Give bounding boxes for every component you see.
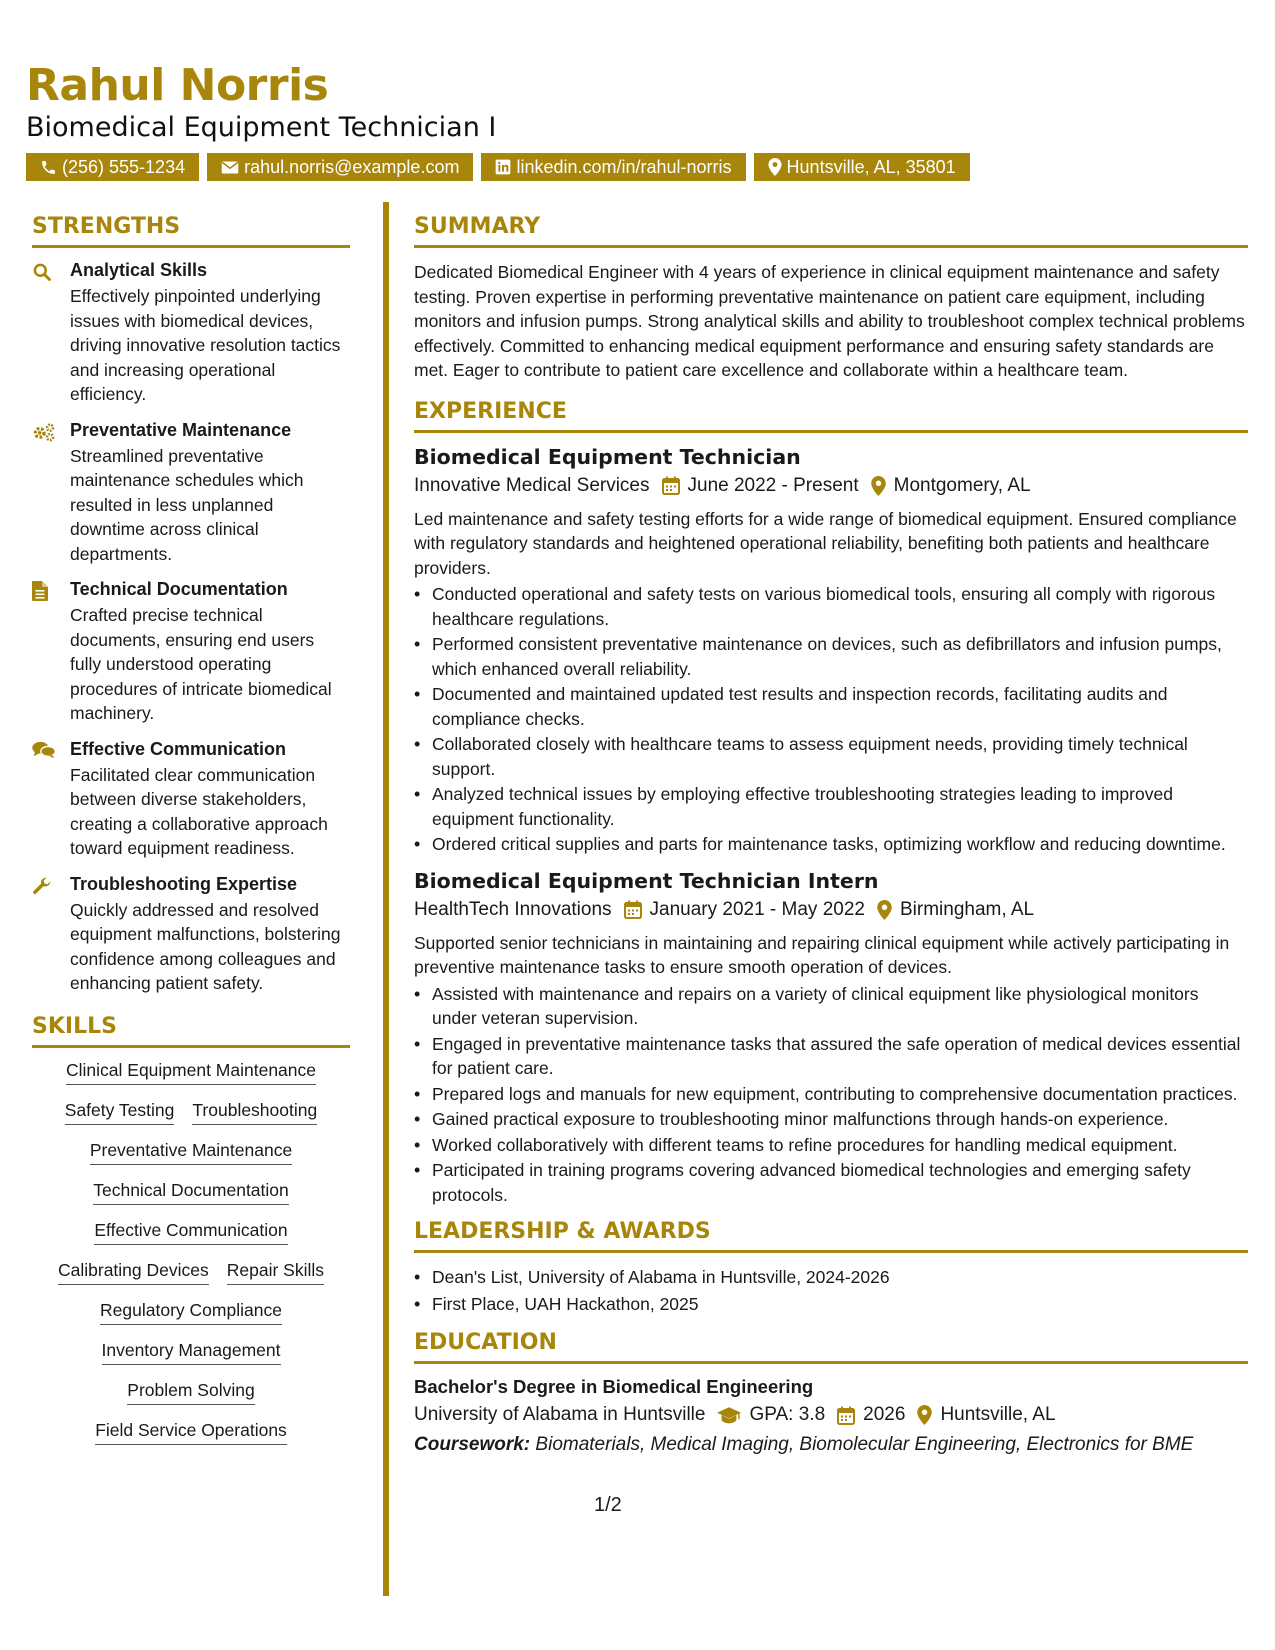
- strength-item: [32, 874, 350, 996]
- job-bullets: [414, 582, 1248, 857]
- job-bullet: • Ordered critical supplies and parts for maintenance tasks, optimizing workflow and reducing downtime.: [414, 832, 1248, 857]
- strength-desc: Facilitated clear communication between diverse stakeholders, creating a collaborative approach toward equipment readiness.: [70, 764, 328, 858]
- right-column: [414, 214, 1248, 1456]
- left-column: [32, 214, 350, 1460]
- coursework-list: Biomaterials, Medical Imaging, Biomolecular Engineering, Electronics for BME: [535, 1434, 1194, 1455]
- skill-row: [90, 1140, 292, 1165]
- skill-row: [102, 1340, 281, 1365]
- column-divider: [383, 202, 389, 1596]
- contact-location-text: Huntsville, AL, 35801: [786, 156, 956, 177]
- education-heading: EDUCATION: [414, 1330, 1248, 1364]
- skill-tag: Troubleshooting: [192, 1100, 317, 1125]
- phone-icon: [40, 159, 57, 176]
- strengths-heading: STRENGTHS: [32, 214, 350, 248]
- strength-desc: Quickly addressed and resolved equipment malfunctions, bolstering confidence among colleagues and enhancing patient safety.: [70, 899, 341, 993]
- candidate-name: Rahul Norris: [26, 60, 329, 111]
- contact-linkedin[interactable]: [481, 153, 745, 181]
- skill-tag: Problem Solving: [127, 1380, 254, 1405]
- contact-phone[interactable]: [26, 153, 199, 181]
- skill-tag: Safety Testing: [65, 1100, 175, 1125]
- skill-tag: Technical Documentation: [93, 1180, 289, 1205]
- strength-title: Technical Documentation: [70, 579, 288, 599]
- skills-heading: SKILLS: [32, 1014, 350, 1048]
- strength-item: [32, 420, 350, 567]
- job-company: Innovative Medical Services: [414, 474, 650, 496]
- strength-item: [32, 260, 350, 407]
- strength-item: [32, 739, 350, 861]
- map-marker-icon: [877, 900, 892, 920]
- job-dates: January 2021 - May 2022: [649, 898, 865, 920]
- wrench-icon: [32, 874, 70, 996]
- skill-row: [65, 1100, 317, 1125]
- job-bullet: • Conducted operational and safety tests on various biomedical tools, ensuring all comply with rigorous healthcare regulations.: [414, 582, 1248, 631]
- skill-row: [58, 1260, 324, 1285]
- skill-row: [66, 1060, 316, 1085]
- skill-tag: Calibrating Devices: [58, 1260, 209, 1285]
- job-bullet: • Analyzed technical issues by employing effective troubleshooting strategies leading to improved equipment functionality.: [414, 782, 1248, 831]
- contact-linkedin-text: linkedin.com/in/rahul-norris: [516, 156, 732, 177]
- job-location: Montgomery, AL: [893, 474, 1031, 496]
- skill-tag: Effective Communication: [94, 1220, 287, 1245]
- summary-heading: SUMMARY: [414, 214, 1248, 248]
- skill-row: [93, 1180, 289, 1205]
- job-entry: [414, 869, 1248, 1208]
- gears-icon: [32, 420, 70, 567]
- job-meta: [414, 899, 1248, 921]
- skill-tag: Field Service Operations: [95, 1420, 287, 1445]
- job-entry: [414, 445, 1248, 857]
- award-item: • Dean's List, University of Alabama in Huntsville, 2024-2026: [414, 1265, 1248, 1290]
- job-title: Biomedical Equipment Technician: [414, 444, 801, 469]
- strength-item: [32, 579, 350, 726]
- strength-title: Effective Communication: [70, 738, 287, 759]
- calendar-icon: [624, 900, 642, 919]
- coursework-label: Coursework:: [414, 1434, 531, 1455]
- job-dates: June 2022 - Present: [687, 474, 859, 496]
- skill-row: [127, 1380, 254, 1405]
- contact-bar: [26, 153, 970, 181]
- job-bullet: • Gained practical exposure to troubleshooting minor malfunctions through hands-on experience.: [414, 1107, 1248, 1132]
- calendar-icon: [662, 476, 680, 495]
- edu-school: University of Alabama in Huntsville: [414, 1404, 706, 1425]
- job-bullet: • Documented and maintained updated test results and inspection records, facilitating audits and compliance checks.: [414, 682, 1248, 731]
- leadership-list: [414, 1265, 1248, 1316]
- strength-desc: Streamlined preventative maintenance schedules which resulted in less unplanned downtime across clinical departments.: [70, 445, 304, 564]
- document-icon: [32, 579, 70, 726]
- edu-gpa: GPA: 3.8: [749, 1404, 826, 1425]
- strength-title: Troubleshooting Expertise: [70, 873, 298, 894]
- map-marker-icon: [917, 1405, 932, 1425]
- job-company: HealthTech Innovations: [414, 898, 612, 920]
- skill-tag: Preventative Maintenance: [90, 1140, 292, 1165]
- job-description: Supported senior technicians in maintaining and repairing clinical equipment while actively participating in preventive maintenance tasks to ensure smooth operation of devices.: [414, 932, 1230, 977]
- contact-email-text: rahul.norris@example.com: [244, 156, 460, 177]
- job-bullet: • Performed consistent preventative maintenance on devices, such as defibrillators and infusion pumps, which enhanced overall reliability.: [414, 632, 1248, 681]
- search-icon: [32, 260, 70, 407]
- job-title: Biomedical Equipment Technician Intern: [414, 868, 879, 893]
- skill-row: [94, 1220, 287, 1245]
- job-bullets: [414, 982, 1248, 1208]
- summary-text: Dedicated Biomedical Engineer with 4 years of experience in clinical equipment maintenance and safety testing. Proven expertise in performing preventative maintenance on patient care equipment, including monitors and infusion pumps. Strong analytical skills and ability to troubleshoot complex technical problems effectively. Committed to enhancing medical equipment performance and ensuring safety standards are met. Eager to contribute to patient care excellence and collaborate within a healthcare team.: [414, 262, 1245, 380]
- page-number: 1/2: [594, 1494, 622, 1516]
- linkedin-icon: [495, 159, 511, 175]
- edu-location: Huntsville, AL: [940, 1404, 1056, 1425]
- edu-year: 2026: [863, 1404, 906, 1425]
- calendar-icon: [837, 1406, 855, 1425]
- map-marker-icon: [871, 476, 886, 496]
- job-bullet: • Prepared logs and manuals for new equipment, contributing to comprehensive documentation practices.: [414, 1082, 1248, 1107]
- contact-location[interactable]: [754, 153, 970, 181]
- leadership-section: [414, 1219, 1248, 1316]
- skill-tag: Clinical Equipment Maintenance: [66, 1060, 316, 1085]
- skills-list: [32, 1060, 350, 1460]
- edu-degree: Bachelor's Degree in Biomedical Engineering: [414, 1376, 814, 1397]
- skill-tag: Inventory Management: [102, 1340, 281, 1365]
- comments-icon: [32, 739, 70, 861]
- award-item: • First Place, UAH Hackathon, 2025: [414, 1292, 1248, 1317]
- experience-heading: EXPERIENCE: [414, 399, 1248, 433]
- strength-title: Preventative Maintenance: [70, 419, 292, 440]
- candidate-role: Biomedical Equipment Technician I: [26, 112, 497, 143]
- map-marker-icon: [768, 158, 782, 176]
- contact-email[interactable]: [207, 153, 473, 181]
- strength-desc: Effectively pinpointed underlying issues with biomedical devices, driving innovative resolution tactics and increasing operational efficiency.: [70, 286, 341, 404]
- skill-tag: Regulatory Compliance: [100, 1300, 282, 1325]
- edu-meta: [414, 1404, 1248, 1426]
- job-description: Led maintenance and safety testing efforts for a wide range of biomedical equipment. Ensured compliance with regulatory standards and heightened operational reliability, benefiting both patients and healthcare providers.: [414, 508, 1237, 578]
- strength-desc: Crafted precise technical documents, ensuring end users fully understood operating procedures of intricate biomedical machinery.: [70, 605, 332, 723]
- envelope-icon: [221, 160, 239, 175]
- graduation-cap-icon: [717, 1407, 741, 1424]
- job-meta: [414, 475, 1248, 497]
- job-location: Birmingham, AL: [899, 898, 1035, 920]
- contact-phone-text: (256) 555-1234: [62, 156, 186, 177]
- job-bullet: • Assisted with maintenance and repairs on a variety of clinical equipment like physiological monitors under veteran supervision.: [414, 982, 1248, 1031]
- job-bullet: • Participated in training programs covering advanced biomedical technologies and emerging safety protocols.: [414, 1158, 1248, 1207]
- strength-title: Analytical Skills: [70, 260, 208, 280]
- coursework: [414, 1434, 1248, 1456]
- job-bullet: • Worked collaboratively with different teams to refine procedures for handling medical equipment.: [414, 1133, 1248, 1158]
- skill-row: [100, 1300, 282, 1325]
- skill-row: [95, 1420, 287, 1445]
- leadership-heading: LEADERSHIP & AWARDS: [414, 1219, 1248, 1253]
- job-bullet: • Collaborated closely with healthcare teams to assess equipment needs, providing timely technical support.: [414, 732, 1248, 781]
- job-bullet: • Engaged in preventative maintenance tasks that assured the safe operation of medical devices essential for patient care.: [414, 1032, 1248, 1081]
- skill-tag: Repair Skills: [227, 1260, 324, 1285]
